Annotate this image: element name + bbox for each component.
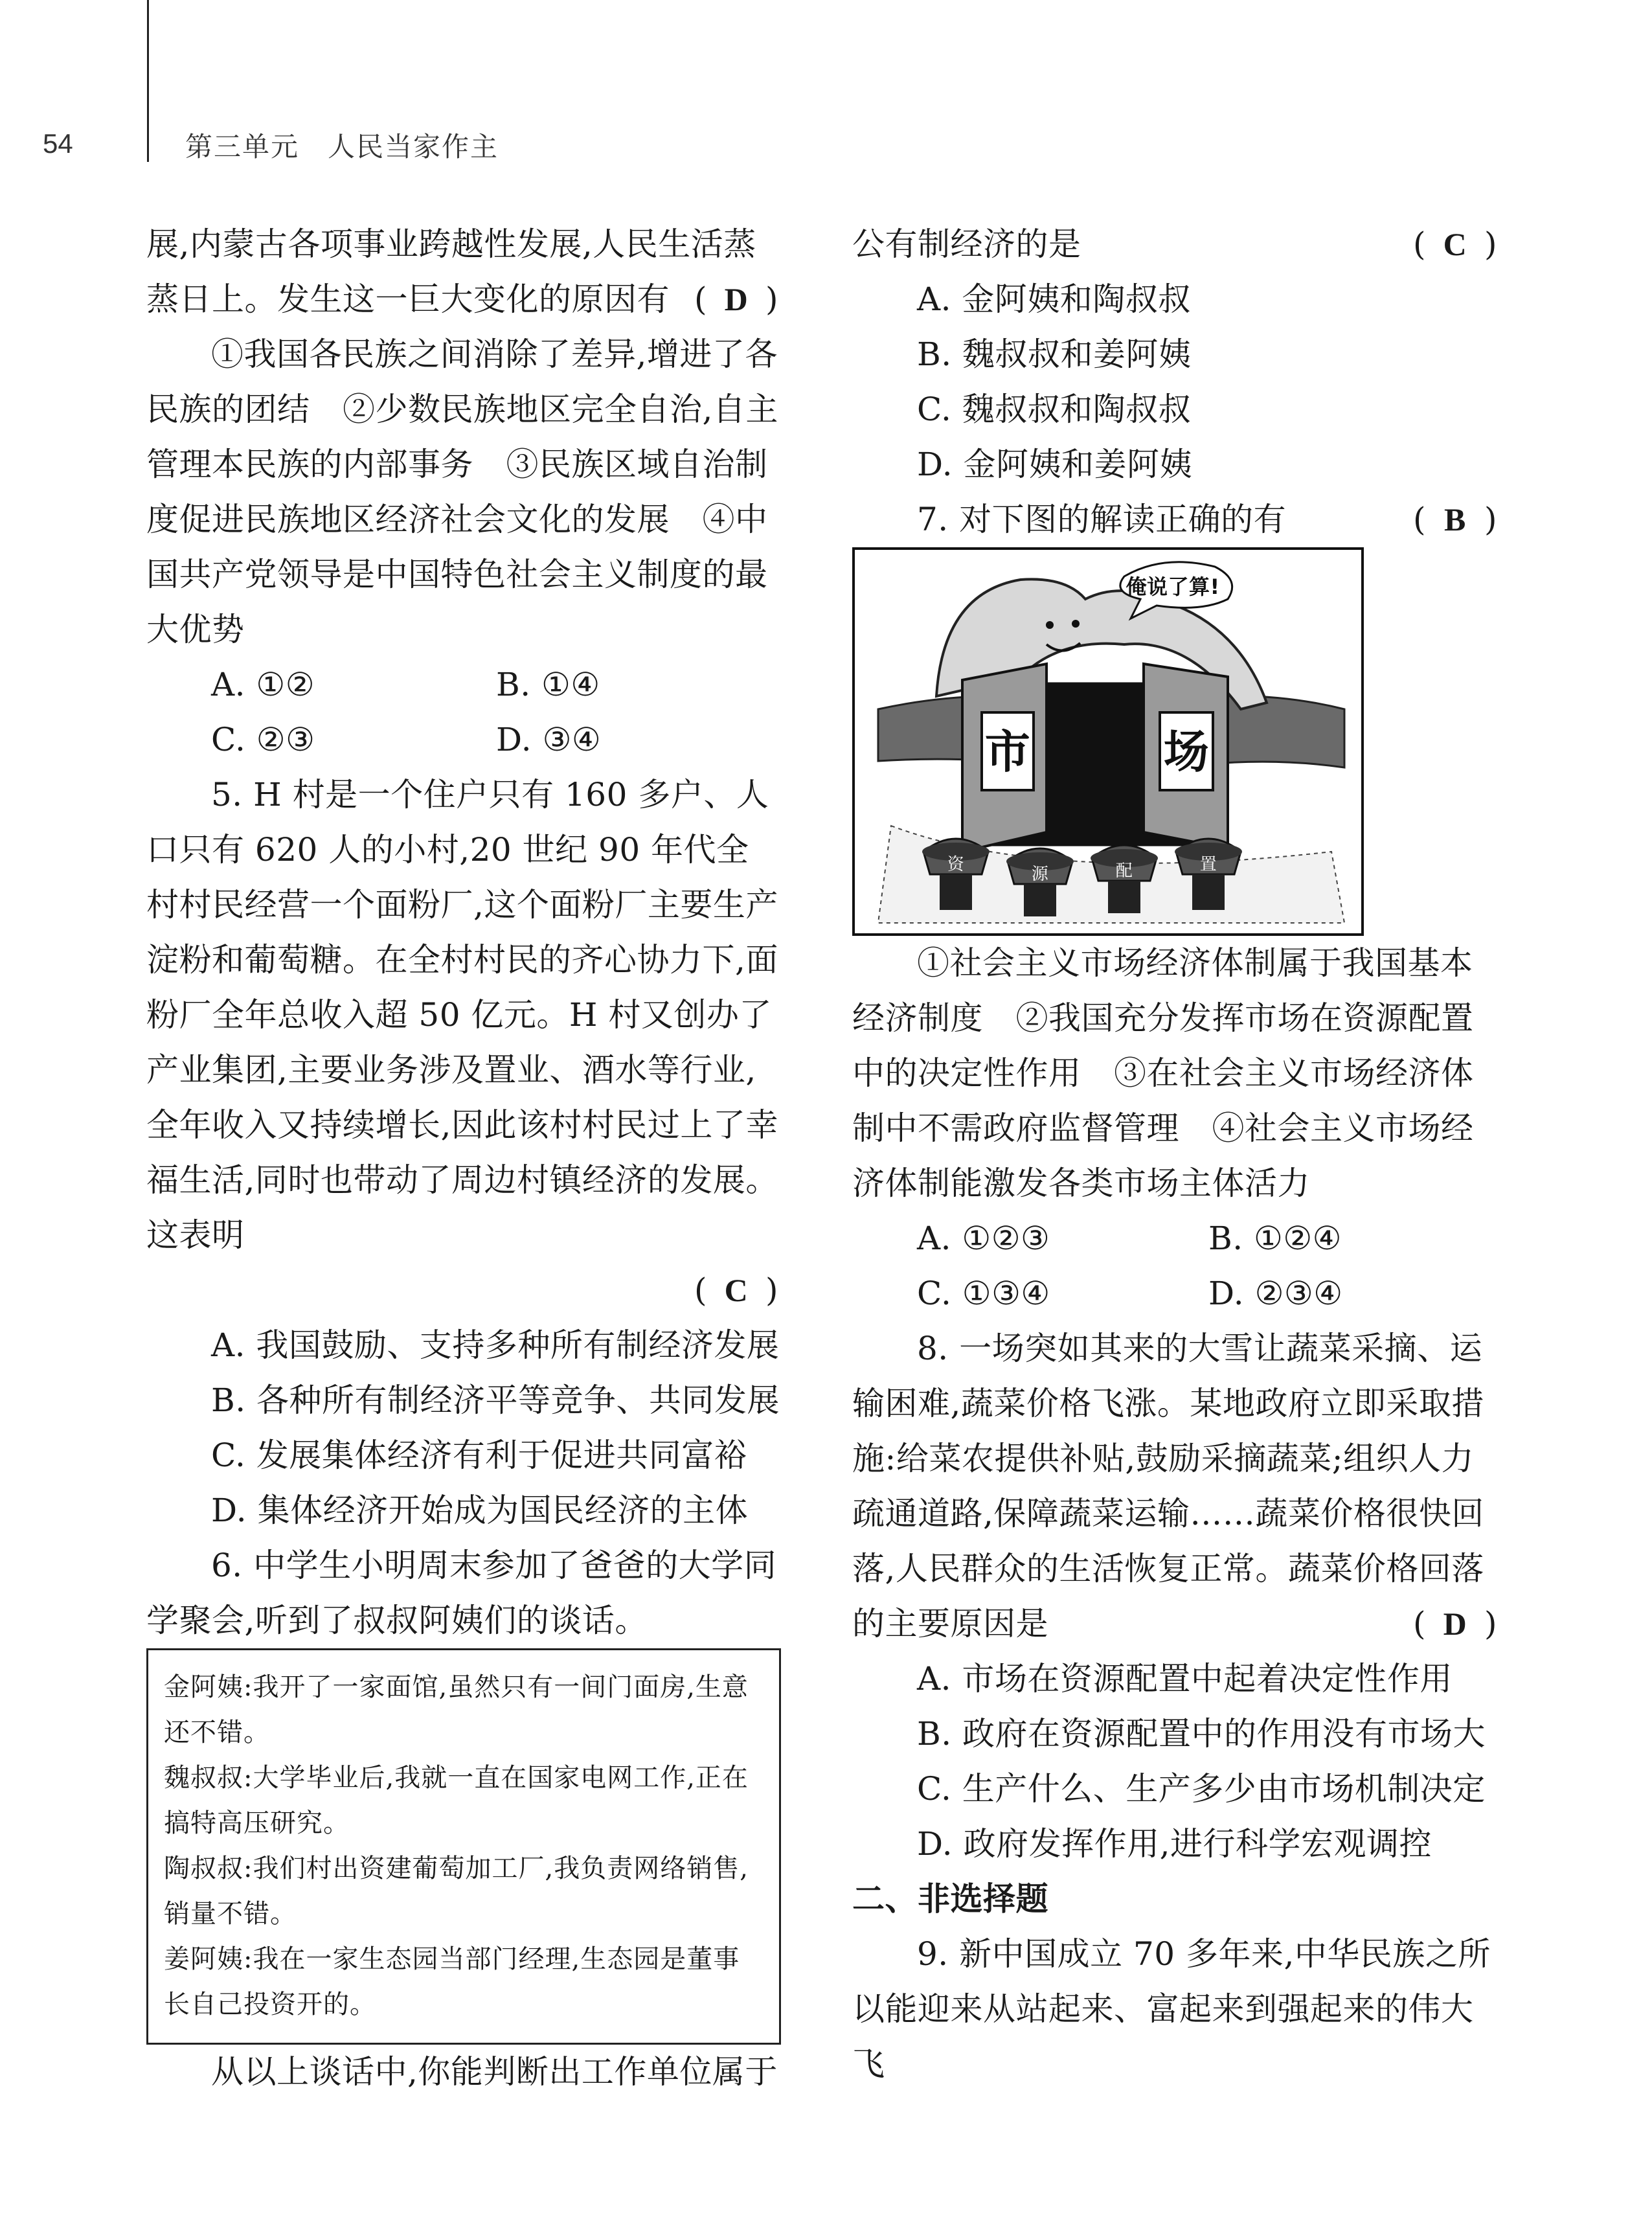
- q8-last-line: [852, 1596, 1500, 1652]
- q6-cont-line: [852, 217, 1500, 272]
- q6-option-a: A. 金阿姨和陶叔叔: [917, 280, 1191, 318]
- figure-eye-right: [1072, 620, 1080, 628]
- q6-option-c: C. 魏叔叔和陶叔叔: [917, 391, 1192, 428]
- q6-tail: 从以上谈话中,你能判断出工作单位属于: [211, 2053, 778, 2091]
- q6-answer: C: [1443, 226, 1467, 262]
- q7-option-a: A. ①②③: [917, 1220, 1050, 1257]
- q7-options-row1: [852, 1211, 1500, 1266]
- q8-option-b: B. 政府在资源配置中的作用没有市场大: [917, 1715, 1486, 1753]
- unit-title: 第三单元 人民当家作主: [185, 131, 499, 163]
- q5-answer-bracket: ( C ): [146, 1263, 781, 1318]
- cartoon-illustration: [852, 547, 1364, 936]
- bowl-label-1: 资: [947, 855, 965, 874]
- q9-stem: 9. 新中国成立 70 多年来,中华民族之所以能迎来从站起来、富起来到强起来的伟大飞: [852, 1935, 1491, 2083]
- q5-answer: C: [724, 1272, 749, 1308]
- q8-option-d: D. 政府发挥作用,进行科学宏观调控: [917, 1825, 1432, 1863]
- q6-dialog-box: [146, 1648, 781, 2045]
- header-rule: [147, 0, 149, 162]
- q6-option-d: D. 金阿姨和姜阿姨: [917, 446, 1193, 483]
- q6-cont-text: 公有制经济的是: [852, 225, 1081, 263]
- q4-options-row2: [146, 712, 781, 767]
- q4-stem-text: 蒸日上。发生这一巨大变化的原因有: [146, 280, 670, 318]
- q4-answer: D: [724, 281, 749, 317]
- q5-option-d: D. 集体经济开始成为国民经济的主体: [211, 1492, 749, 1529]
- market-cartoon: [852, 547, 1364, 936]
- q5-stem: 5. H 村是一个住户只有 160 多户、人口只有 620 人的小村,20 世纪 90 年代全村村民经营一个面粉厂,这个面粉厂主要生产淀粉和葡萄糖。在全村村民的齐心协力下,面粉厂全年总收入超 50 亿元。H 村又创办了产业集团,主要业务涉及置业、酒水等行业,全年收入又持续增长,因此该村村民过上了幸福生活,同时也带动了周边村镇经济的发展。这表明: [146, 776, 778, 1254]
- page-number: 54: [43, 128, 73, 159]
- door-left-char: 市: [984, 725, 1031, 778]
- q7-answer: B: [1444, 501, 1466, 538]
- q7-stem-text: 7. 对下图的解读正确的有: [917, 501, 1287, 538]
- left-column: [146, 217, 781, 2100]
- q8-last-text: 的主要原因是: [852, 1605, 1048, 1642]
- q4-stem-line1: 展,内蒙古各项事业跨越性发展,人民生活蒸: [146, 225, 756, 263]
- q8-answer-bracket: ( D ): [1413, 1596, 1500, 1652]
- right-column: [852, 217, 1500, 2092]
- dialog-line-jin: 金阿姨:我开了一家面馆,虽然只有一间门面房,生意还不错。: [164, 1672, 749, 1747]
- section-2-title: 二、非选择题: [852, 1880, 1048, 1918]
- q7-option-b: B. ①②④: [1208, 1220, 1342, 1257]
- q5-option-c: C. 发展集体经济有利于促进共同富裕: [211, 1437, 747, 1474]
- q7-answer-bracket: ( B ): [1413, 492, 1500, 547]
- q4-option-b: B. ①④: [496, 666, 600, 703]
- q4-option-c: C. ②③: [211, 721, 315, 758]
- q6-option-b: B. 魏叔叔和姜阿姨: [917, 335, 1192, 373]
- q4-stem-line2: [146, 272, 781, 327]
- q4-statements: ①我国各民族之间消除了差异,增进了各民族的团结 ②少数民族地区完全自治,自主管理本民族的内部事务 ③民族区域自治制度促进民族地区经济社会文化的发展 ④中国共产党领导是中国特色社会主义制度的最大优势: [146, 335, 778, 648]
- q7-statements: ①社会主义市场经济体制属于我国基本经济制度 ②我国充分发挥市场在资源配置中的决定性作用 ③在社会主义市场经济体制中不需政府监督管理 ④社会主义市场经济体制能激发各类市场主体活力: [852, 944, 1474, 1202]
- q4-option-d: D. ③④: [496, 721, 602, 758]
- q8-option-c: C. 生产什么、生产多少由市场机制决定: [917, 1770, 1486, 1808]
- q8-answer: D: [1443, 1606, 1467, 1642]
- q8-option-a: A. 市场在资源配置中起着决定性作用: [917, 1660, 1453, 1698]
- bowl-label-2: 源: [1031, 865, 1049, 884]
- bowl-label-3: 配: [1115, 861, 1133, 881]
- q4-options-row1: [146, 657, 781, 712]
- q7-options-row2: [852, 1266, 1500, 1321]
- q6-stem: 6. 中学生小明周末参加了爸爸的大学同学聚会,听到了叔叔阿姨们的谈话。: [146, 1547, 777, 1639]
- q7-stem-line: [852, 492, 1500, 547]
- dialog-line-tao: 陶叔叔:我们村出资建葡萄加工厂,我负责网络销售,销量不错。: [164, 1854, 749, 1929]
- q5-option-b: B. 各种所有制经济平等竞争、共同发展: [211, 1381, 780, 1419]
- dialog-line-wei: 魏叔叔:大学毕业后,我就一直在国家电网工作,正在搞特高压研究。: [164, 1763, 749, 1838]
- q4-answer-bracket: ( D ): [694, 272, 781, 327]
- dialog-line-jiang: 姜阿姨:我在一家生态园当部门经理,生态园是董事长自己投资开的。: [164, 1944, 740, 2019]
- speech-text: 俺说了算!: [1126, 574, 1220, 599]
- q7-option-c: C. ①③④: [917, 1275, 1050, 1312]
- q4-option-a: A. ①②: [211, 666, 315, 703]
- figure-eye-left: [1046, 621, 1054, 629]
- q8-stem: 8. 一场突如其来的大雪让蔬菜采摘、运输困难,蔬菜价格飞涨。某地政府立即采取措施:给菜农提供补贴,鼓励采摘蔬菜;组织人力疏通道路,保障蔬菜运输……蔬菜价格很快回落,人民群众的生活恢复正常。蔬菜价格回落: [852, 1330, 1484, 1587]
- q5-option-a: A. 我国鼓励、支持多种所有制经济发展: [211, 1326, 780, 1364]
- door-right-char: 场: [1163, 725, 1210, 778]
- q7-option-d: D. ②③④: [1208, 1275, 1343, 1312]
- q6-answer-bracket: ( C ): [1413, 217, 1500, 272]
- bowl-label-4: 置: [1199, 855, 1217, 874]
